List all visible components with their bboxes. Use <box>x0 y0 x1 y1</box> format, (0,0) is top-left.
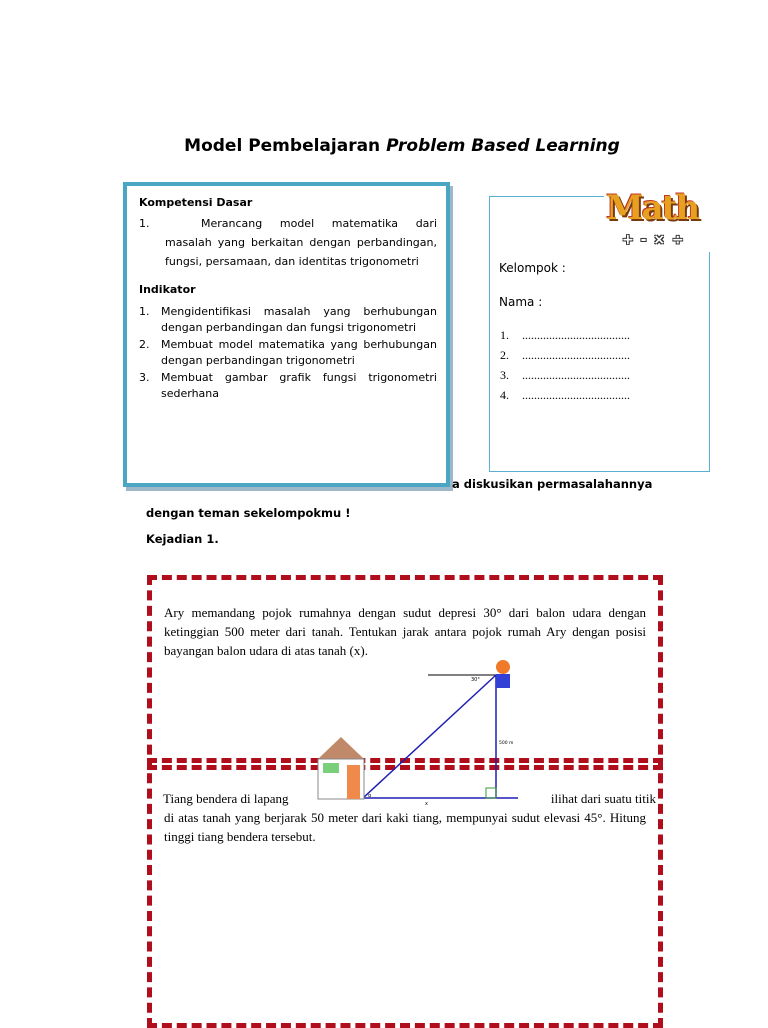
indikator-heading: Indikator <box>139 283 196 296</box>
nama-row-blank[interactable]: .................................... <box>522 348 630 362</box>
nama-row-num: 3. <box>500 368 509 382</box>
nama-row-blank[interactable]: .................................... <box>522 388 630 402</box>
kelompok-label: Kelompok : <box>499 261 566 275</box>
nama-row <box>500 345 630 365</box>
title-normal: Model Pembelajaran <box>184 136 387 156</box>
nama-row-blank[interactable]: .................................... <box>522 368 630 382</box>
right-angle-mark <box>486 788 496 798</box>
base-label: x <box>425 801 428 807</box>
kompetensi-item-num: 1. <box>139 217 150 230</box>
indikator-item-num: 3. <box>139 371 150 384</box>
angle-bottom-label: α <box>368 793 372 799</box>
balloon-basket-icon <box>496 674 510 688</box>
math-logo-text: Math <box>606 188 699 228</box>
kompetensi-box <box>123 182 450 487</box>
indikator-item <box>139 337 437 369</box>
triangle-hypotenuse <box>363 675 496 798</box>
problem1-text: Ary memandang pojok rumahnya dengan sudut depresi 30° dari balon udara dengan ketinggian 500 meter dari tanah. Tentukan jarak antara pojok rumah Ary dengan posisi bayangan balon udara di atas tanah (x). <box>164 605 646 658</box>
kompetensi-item-text: Merancang model matematika dari masalah yang berkaitan dengan perbandingan, fungsi, persamaan, dan identitas trigonometri <box>165 217 437 268</box>
balloon-icon <box>496 660 510 674</box>
indikator-item <box>139 370 437 402</box>
indikator-item-num: 2. <box>139 338 150 351</box>
height-label: 500 m <box>499 741 514 746</box>
kompetensi-heading: Kompetensi Dasar <box>139 196 253 209</box>
nama-list <box>500 325 630 405</box>
nama-label: Nama : <box>499 295 543 309</box>
indikator-item-text: Mengidentifikasi masalah yang berhubungan dengan perbandingan dan fungsi trigonometri <box>161 305 437 334</box>
kejadian-label: Kejadian 1. <box>146 532 219 546</box>
balloon-diagram <box>310 655 520 810</box>
instruction-line2: dengan teman sekelompokmu ! <box>146 506 351 520</box>
nama-row-num: 4. <box>500 388 509 402</box>
house-icon <box>318 737 364 799</box>
kompetensi-item <box>139 214 437 271</box>
title-italic: Problem Based Learning <box>386 136 620 156</box>
problem2-rest: di atas tanah yang berjarak 50 meter dari kaki tiang, mempunyai sudut elevasi 45°. Hitung tinggi tiang bendera tersebut. <box>164 810 646 844</box>
indikator-item-text: Membuat gambar grafik fungsi trigonometri sederhana <box>161 371 437 400</box>
nama-row-num: 1. <box>500 328 509 342</box>
angle-top-label: 30° <box>471 677 480 683</box>
indikator-item <box>139 304 437 336</box>
instruction-line1: a diskusikan permasalahannya <box>452 477 653 491</box>
page-title <box>0 136 768 156</box>
indikator-item-text: Membuat model matematika yang berhubungan dengan perbandingan trigonometri <box>161 338 437 367</box>
math-logo <box>604 190 710 252</box>
problem2-start: Tiang bendera di lapang <box>163 791 289 806</box>
nama-row-blank[interactable]: .................................... <box>522 328 630 342</box>
nama-row <box>500 385 630 405</box>
nama-row <box>500 325 630 345</box>
problem2-end: ilihat dari suatu titik <box>550 791 656 806</box>
nama-row-num: 2. <box>500 348 509 362</box>
nama-row <box>500 365 630 385</box>
indikator-item-num: 1. <box>139 305 150 318</box>
math-logo-symbols: + - × ÷ <box>622 232 685 248</box>
